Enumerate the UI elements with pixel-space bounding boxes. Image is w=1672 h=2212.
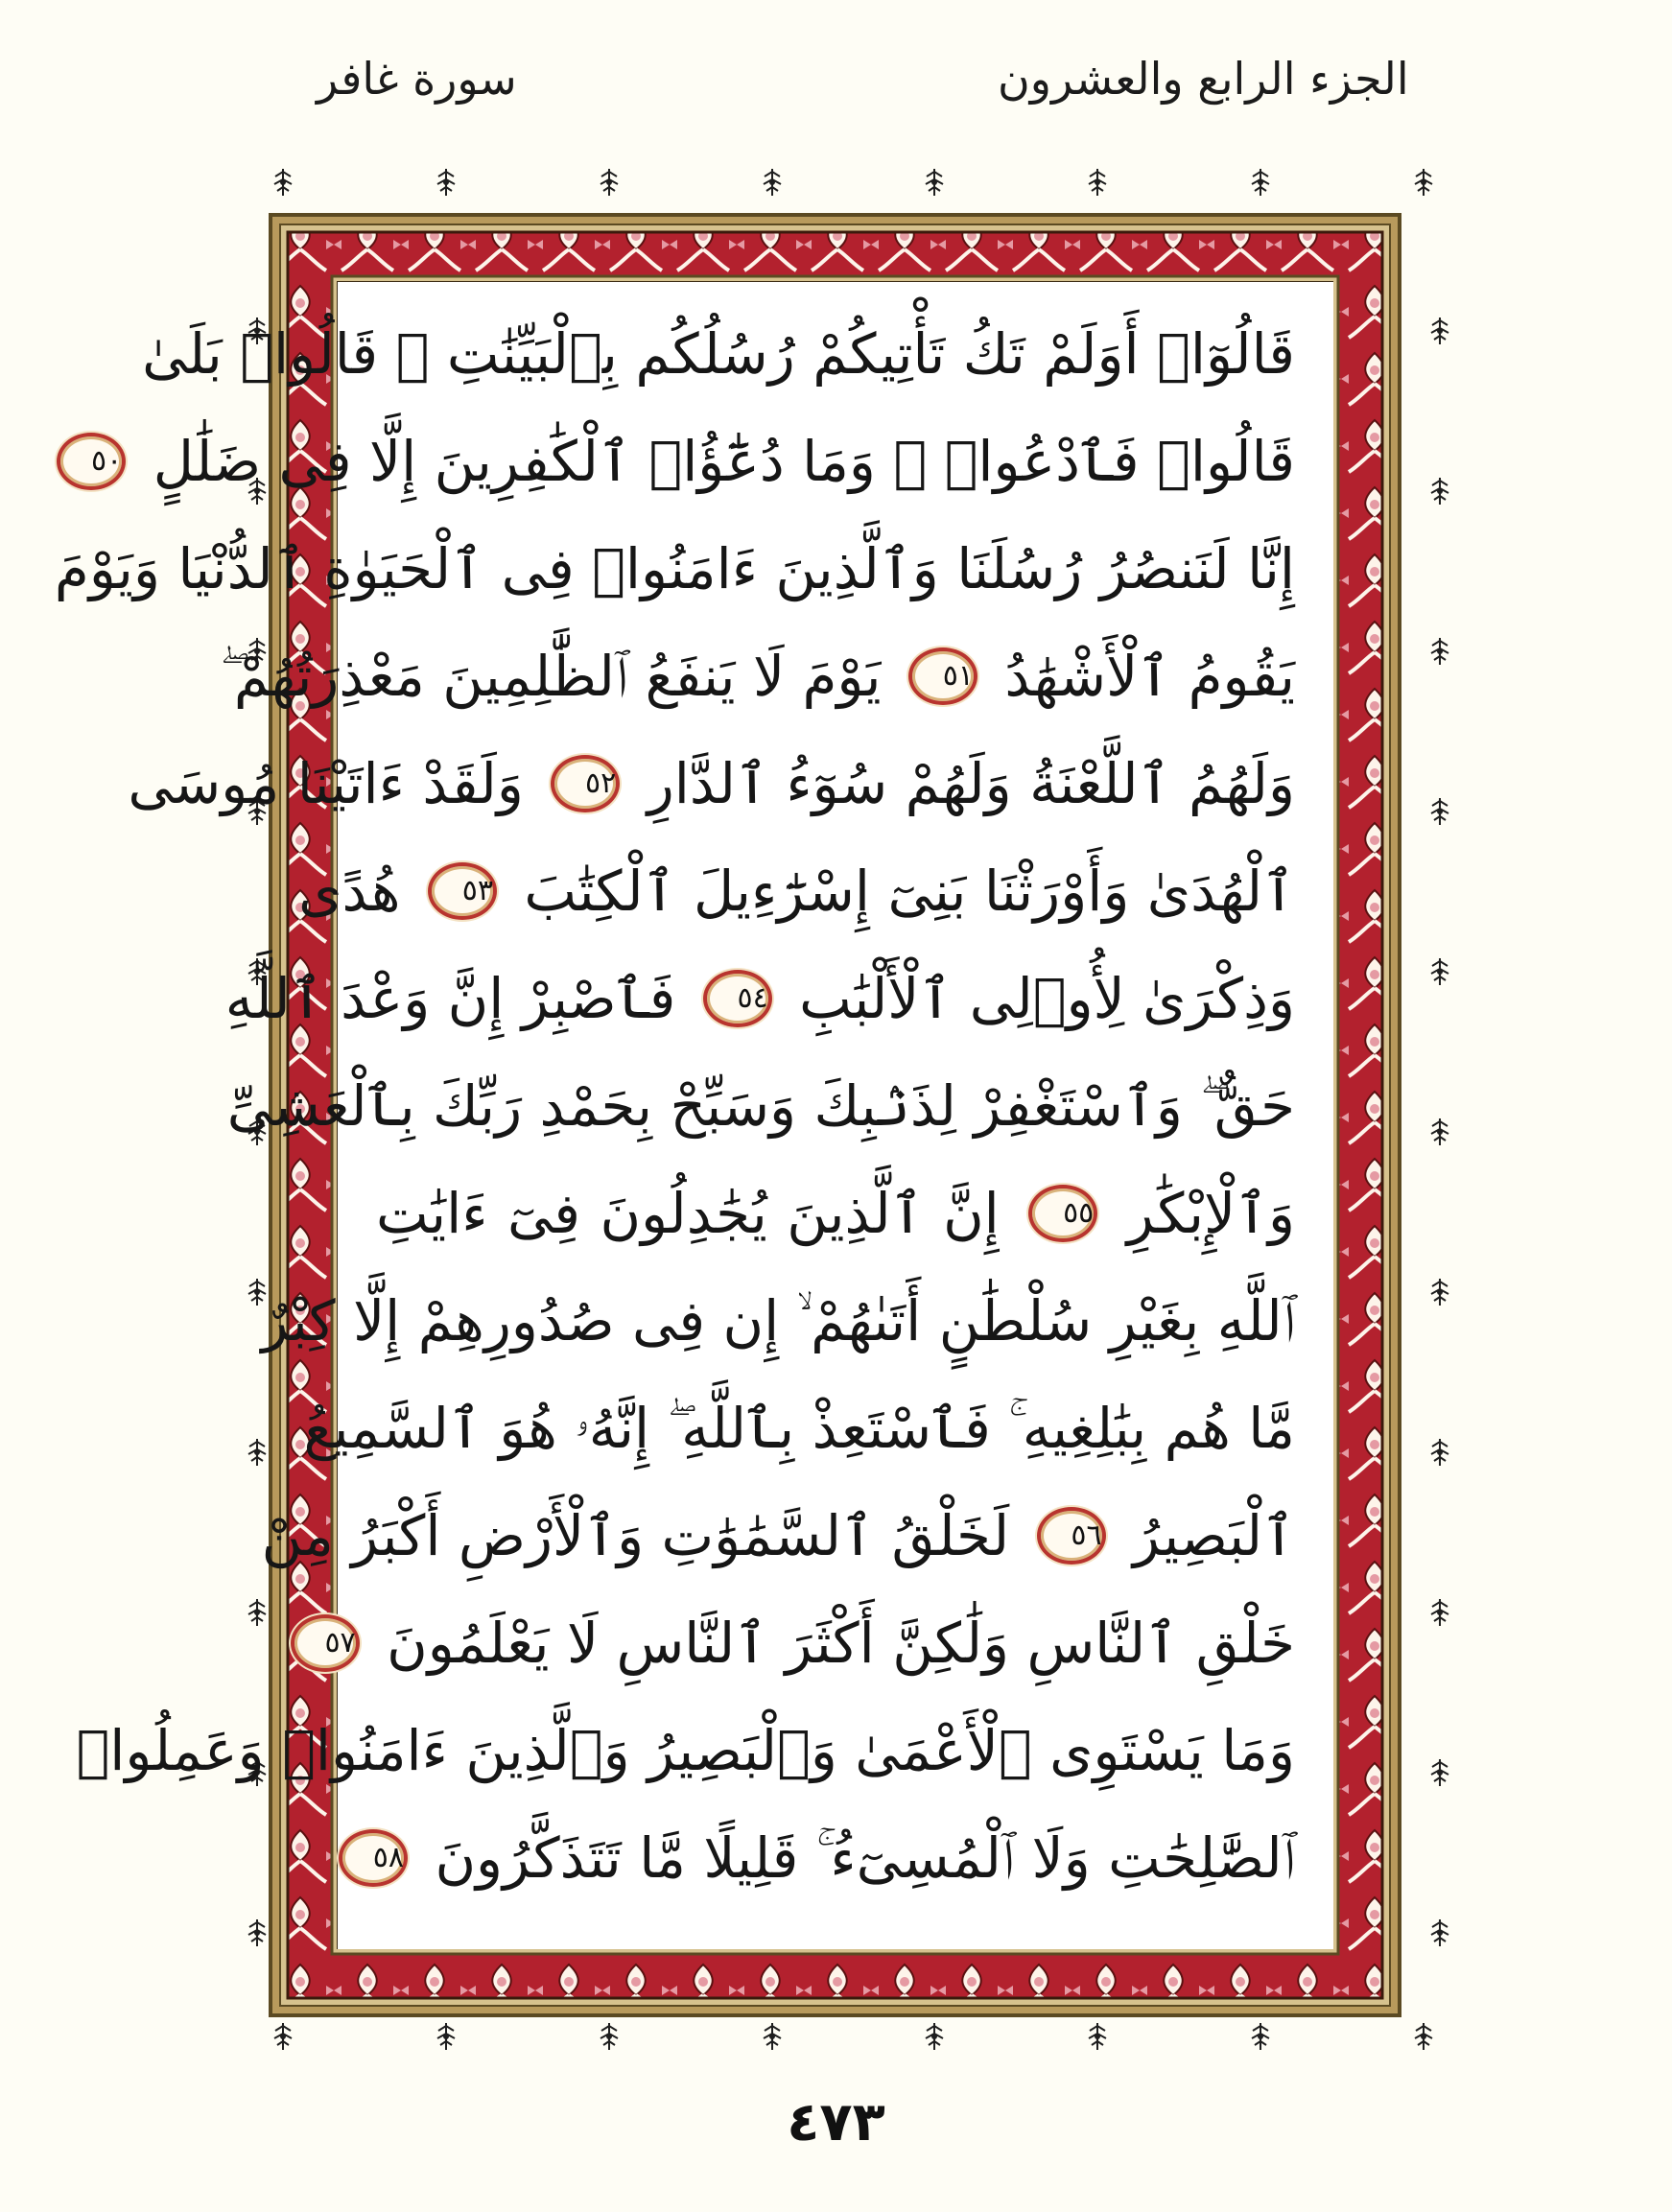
fleuron-ornament (1411, 2022, 1436, 2051)
verse-text: إِنَّا لَنَنصُرُ رُسُلَنَا وَٱلَّذِينَ ءَامَنُوا۟ فِى ٱلْحَيَوٰةِ ٱلدُّنْيَا وَيَوْمَ (54, 536, 1295, 601)
fleuron-ornament (1427, 957, 1452, 986)
verse-line (324, 1595, 1295, 1691)
verse-text: يَقُومُ ٱلْأَشْهَٰدُ (1004, 644, 1295, 709)
ayah-marker: ٥٥ (1028, 1185, 1097, 1242)
fleuron-ornament (1427, 1278, 1452, 1306)
verse-text: لَخَلْقُ ٱلسَّمَٰوَٰتِ وَٱلْأَرْضِ أَكْبَرُ مِنْ (261, 1503, 1010, 1568)
ayah-marker: ٥٢ (551, 755, 620, 812)
fleuron-ornament (1427, 317, 1452, 345)
fleuron-ornament (1427, 1758, 1452, 1787)
bottom-fleuron-row (271, 2022, 1436, 2051)
fleuron-ornament (760, 168, 785, 197)
verse-text: خَلْقِ ٱلنَّاسِ وَلَٰكِنَّ أَكْثَرَ ٱلنَّاسِ لَا يَعْلَمُونَ (387, 1611, 1295, 1676)
verse-line (261, 1273, 1295, 1369)
verse-text: هُدًى (298, 859, 401, 924)
fleuron-ornament (1427, 477, 1452, 506)
fleuron-ornament (1248, 168, 1273, 197)
fleuron-ornament (434, 2022, 459, 2051)
verse-text: فَٱصْبِرْ إِنَّ وَعْدَ ٱللَّهِ (224, 966, 676, 1031)
verse-text: إِنَّ ٱلَّذِينَ يُجَٰدِلُونَ فِىٓ ءَايَٰتِ (376, 1181, 1000, 1246)
verse-text: وَلَقَدْ ءَاتَيْنَا مُوسَى (128, 751, 524, 816)
ayah-marker: ٥٠ (57, 433, 126, 490)
verse-line (298, 843, 1295, 939)
top-fleuron-row (271, 168, 1436, 197)
verse-text: وَلَهُمُ ٱللَّعْنَةُ وَلَهُمْ سُوٓءُ ٱلدَّارِ (647, 751, 1295, 816)
fleuron-ornament (922, 168, 947, 197)
verse-text: ٱلصَّٰلِحَٰتِ وَلَا ٱلْمُسِىٓءُ ۚ قَلِيلًا مَّا تَتَذَكَّرُونَ (435, 1825, 1295, 1891)
verse-text: وَذِكْرَىٰ لِأُو۟لِى ٱلْأَلْبَٰبِ (799, 966, 1295, 1031)
verse-line (220, 628, 1295, 724)
verse-line (261, 1488, 1295, 1584)
fleuron-ornament (1427, 1438, 1452, 1467)
verse-text: وَٱلْإِبْكَٰرِ (1126, 1181, 1296, 1246)
ayah-marker: ٥٧ (291, 1614, 360, 1672)
fleuron-ornament (922, 2022, 947, 2051)
fleuron-ornament (597, 2022, 622, 2051)
ayah-marker: ٥٦ (1037, 1507, 1106, 1565)
verse-text: حَقٌّ ۖ وَٱسْتَغْفِرْ لِذَنۢبِكَ وَسَبِّحْ بِحَمْدِ رَبِّكَ بِٱلْعَشِىِّ (226, 1073, 1295, 1139)
surah-title: سورة غافر (317, 53, 517, 105)
fleuron-ornament (434, 168, 459, 197)
ayah-marker: ٥٤ (703, 970, 772, 1027)
verse-line (224, 951, 1295, 1047)
verse-line (54, 521, 1295, 617)
fleuron-ornament (271, 168, 295, 197)
verse-text: مَّا هُم بِبَٰلِغِيهِ ۚ فَٱسْتَعِذْ بِٱللَّهِ ۖ إِنَّهُۥ هُوَ ٱلسَّمِيعُ (303, 1396, 1295, 1461)
verse-text: وَمَا يَسْتَوِى ٱلْأَعْمَىٰ وَٱلْبَصِيرُ وَٱلَّذِينَ ءَامَنُوا۟ وَعَمِلُوا۟ (76, 1718, 1295, 1783)
fleuron-ornament (1085, 168, 1110, 197)
fleuron-ornament (271, 2022, 295, 2051)
fleuron-ornament (1411, 168, 1436, 197)
right-fleuron-column (1427, 317, 1452, 1947)
verse-line (128, 736, 1295, 832)
fleuron-ornament (760, 2022, 785, 2051)
verse-text: قَالُوا۟ فَٱدْعُوا۟ ۗ وَمَا دُعَٰٓؤُا۟ ٱلْكَٰفِرِينَ إِلَّا فِى ضَلَٰلٍ (153, 429, 1295, 494)
verse-line (76, 1703, 1295, 1799)
verse-line (372, 1810, 1295, 1906)
fleuron-ornament (1427, 637, 1452, 666)
page-number: ٤٧٣ (787, 2091, 885, 2153)
verse-text: يَوْمَ لَا يَنفَعُ ٱلظَّٰلِمِينَ مَعْذِرَتُهُمْ ۖ (220, 644, 882, 709)
verse-text: ٱلْهُدَىٰ وَأَوْرَثْنَا بَنِىٓ إِسْرَٰٓءِيلَ ٱلْكِتَٰبَ (524, 859, 1295, 924)
verse-line (142, 306, 1295, 402)
fleuron-ornament (1427, 1598, 1452, 1627)
ayah-marker: ٥٣ (428, 862, 497, 920)
verse-text: ٱللَّهِ بِغَيْرِ سُلْطَٰنٍ أَتَىٰهُمْ ۙ إِن فِى صُدُورِهِمْ إِلَّا كِبْرٌ (261, 1288, 1295, 1353)
verse-text: ٱلْبَصِيرُ (1133, 1503, 1295, 1568)
verse-line (226, 1058, 1295, 1154)
verse-text: قَالُوٓا۟ أَوَلَمْ تَكُ تَأْتِيكُمْ رُسُلُكُم بِٱلْبَيِّنَٰتِ ۖ قَالُوا۟ بَلَىٰ (142, 321, 1295, 387)
verse-line (303, 1380, 1295, 1476)
verse-line (376, 1165, 1295, 1261)
fleuron-ornament (1085, 2022, 1110, 2051)
fleuron-ornament (597, 168, 622, 197)
ayah-marker: ٥١ (908, 647, 977, 705)
fleuron-ornament (1427, 1918, 1452, 1947)
fleuron-ornament (1427, 797, 1452, 826)
verse-line (91, 413, 1295, 509)
juz-title: الجزء الرابع والعشرون (998, 53, 1409, 105)
fleuron-ornament (1248, 2022, 1273, 2051)
quran-text-panel (54, 282, 1333, 1949)
fleuron-ornament (1427, 1118, 1452, 1146)
ayah-marker: ٥٨ (339, 1829, 408, 1887)
